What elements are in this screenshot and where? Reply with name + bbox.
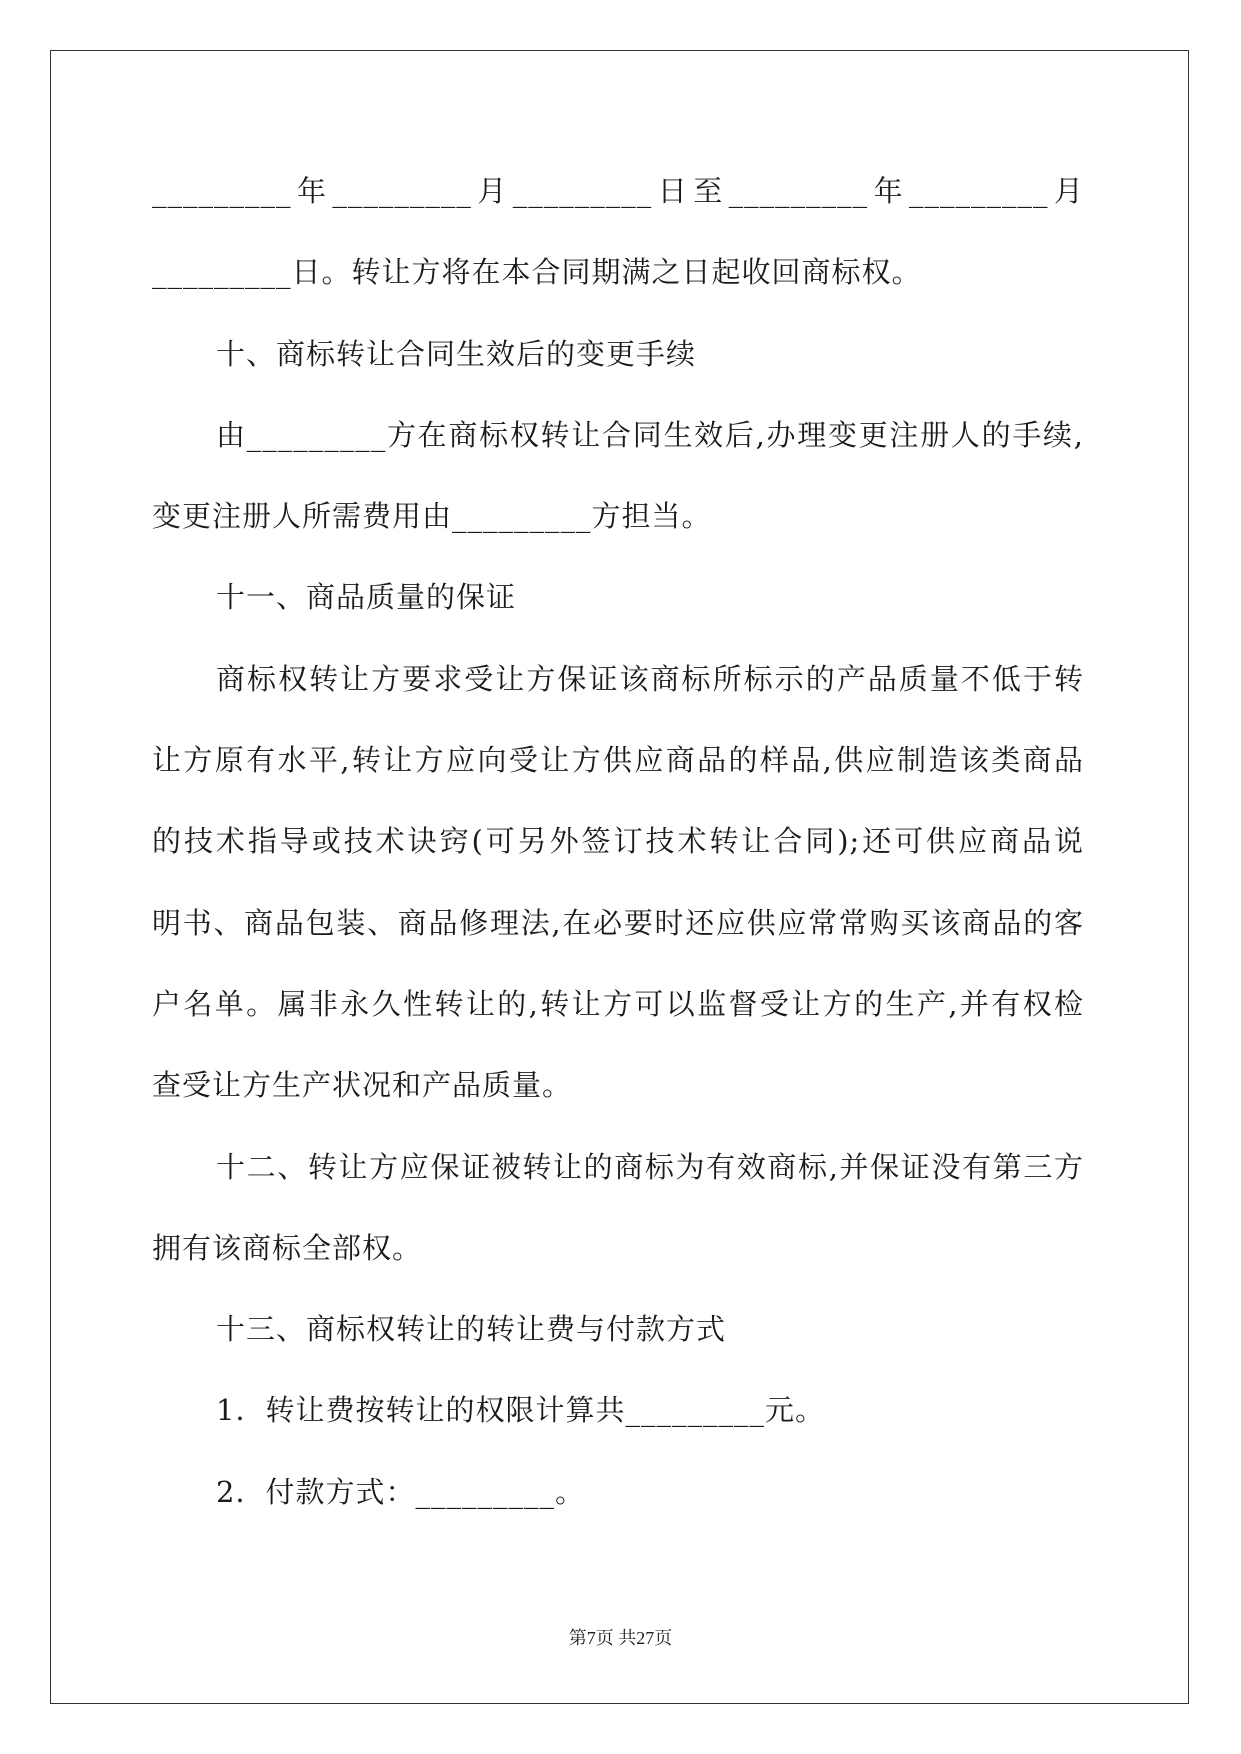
contract-term-end-line: _________日。转让方将在本合同期满之日起收回商标权。 (152, 255, 922, 290)
paragraph-line: 由_________方在商标权转让合同生效后,办理变更注册人的手续, (216, 417, 1084, 452)
page-number-footer: 第7页 共27页 (568, 1628, 673, 1648)
paragraph-line: 商标权转让方要求受让方保证该商标所标示的产品质量不低于转 (216, 661, 1084, 696)
paragraph-line: 变更注册人所需费用由_________方担当。 (152, 499, 712, 534)
list-item-payment-method: 2．付款方式：_________。 (216, 1474, 585, 1509)
paragraph-line: 户名单。属非永久性转让的,转让方可以监督受让方的生产,并有权检 (152, 986, 1084, 1021)
document-body (152, 151, 1084, 1533)
section-heading-10: 十、商标转让合同生效后的变更手续 (216, 336, 697, 371)
contract-term-dates-line: _________年_________月_________日至_________年_________月 (152, 174, 1084, 208)
paragraph-line: 拥有该商标全部权。 (152, 1230, 423, 1265)
section-heading-13: 十三、商标权转让的转让费与付款方式 (216, 1312, 727, 1347)
list-item-fee: 1．转让费按转让的权限计算共_________元。 (216, 1393, 825, 1428)
paragraph-line: 的技术指导或技术诀窍(可另外签订技术转让合同);还可供应商品说 (152, 824, 1084, 859)
section-heading-12: 十二、转让方应保证被转让的商标为有效商标,并保证没有第三方 (216, 1149, 1084, 1184)
paragraph-line: 让方原有水平,转让方应向受让方供应商品的样品,供应制造该类商品 (152, 743, 1084, 778)
paragraph-line: 明书、商品包装、商品修理法,在必要时还应供应常常购买该商品的客 (152, 905, 1084, 940)
paragraph-line: 查受让方生产状况和产品质量。 (152, 1068, 573, 1103)
section-heading-11: 十一、商品质量的保证 (216, 580, 517, 615)
